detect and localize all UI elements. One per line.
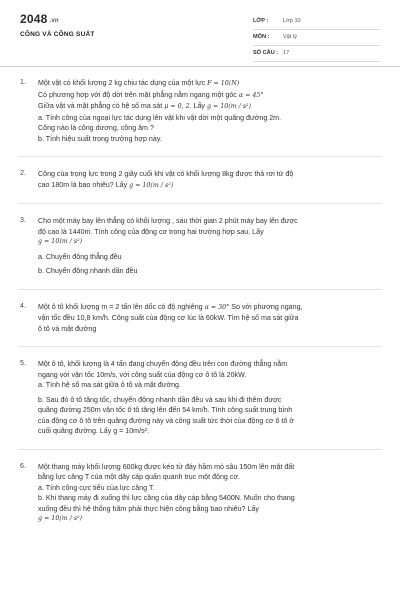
question-2 (0, 169, 400, 191)
question-text-line: vận tốc đều 10,8 km/h. Công suất của động cơ lúc là 60kW. Tìm hệ số ma sát giữa (38, 314, 299, 322)
formula: g = 10(m / s²) (38, 238, 83, 245)
sub-question-b: b. Chuyển động nhanh dần đều (38, 267, 138, 275)
formula: g = 10(m / s²) (129, 181, 174, 189)
question-text-line: Cho một máy bay lên thẳng có khối lượng , sau thời gian 2 phút máy bay lên được (38, 217, 298, 225)
meta-value-subject: Vật lý (283, 34, 297, 40)
question-6 (0, 462, 400, 525)
question-text-line: bằng lực căng T của một dây cáp quấn quanh trục một động cơ. (38, 473, 240, 481)
meta-key-count: SỐ CÂU : (253, 50, 279, 56)
text: Một ô tô khối lượng m = 2 tấn lên dốc có độ nghiêng (38, 302, 205, 311)
meta-row-subject (253, 30, 381, 46)
question-1 (0, 78, 400, 144)
question-number: 3. (20, 217, 26, 224)
question-3 (0, 216, 400, 277)
question-text-line (38, 90, 382, 102)
formula: α = 45° (238, 91, 264, 99)
page-title: CÔNG VÀ CÔNG SUẤT (20, 31, 95, 38)
text: Có phương hợp với độ dời trên mặt phẳng nằm ngang một góc (38, 90, 239, 99)
formula: g = 10(m / s²) (206, 103, 252, 110)
meta-row-count (253, 46, 381, 62)
text: cao 180m là bao nhiêu? Lấy (38, 180, 130, 189)
question-text-line: Một thang máy khối lượng 600kg được kéo từ đáy hầm mỏ sâu 150m lên mặt đất (38, 462, 295, 471)
question-text-line: b. Tính hiệu suất trong trường hợp này. (38, 134, 162, 143)
formula: g = 10(m / s²) (38, 515, 83, 522)
formula: α = 30° (204, 303, 230, 311)
logo-suffix: .vn (49, 18, 59, 24)
question-text-line: a. Tính hệ số ma sát giữa ô tô và mặt đường. (38, 381, 181, 389)
site-logo[interactable] (20, 12, 59, 26)
question-5 (0, 359, 400, 437)
question-text-line: ô tô và mặt đường (38, 324, 97, 333)
formula: μ = 0, 2 (164, 103, 190, 110)
question-divider (18, 449, 382, 450)
question-number: 2. (20, 170, 26, 177)
meta-key-subject: MÔN : (253, 34, 270, 40)
question-text-line: cuối quãng đường. Lấy g = 10m/s². (38, 427, 149, 435)
sub-question-a: a. Chuyển động thẳng đều (38, 252, 122, 261)
question-text-line: a. Tính công cực tiểu của lực căng T. (38, 483, 155, 492)
question-text-line: của động cơ ô tô trên quãng đường này và công suất tức thời của động cơ ô tô ở (38, 416, 294, 425)
question-4 (0, 302, 400, 335)
question-text-line: Một ô tô, khối lượng là 4 tấn đang chuyển động đều trên con đường thẳng nằm (38, 360, 288, 368)
question-text-line: b. Sau đó ô tô tăng tốc, chuyển động nhanh dần đều và sau khi đi thêm được (38, 395, 282, 404)
text: Một vật có khối lượng 2 kg chịu tác dụng của một lực (38, 79, 208, 87)
question-divider (18, 289, 382, 290)
meta-key-class: LỚP : (253, 18, 269, 24)
question-number: 6. (20, 462, 26, 470)
logo-text: 2048 (20, 12, 48, 26)
question-divider (18, 346, 382, 347)
question-text-line (38, 78, 382, 90)
question-divider (18, 203, 382, 204)
question-text-line: a. Tính công của ngoại lực tác dụng lên vật khi vật dời một quãng đường 2m. (38, 113, 282, 122)
question-text-line: độ cao là 1440m. Tính công của động cơ trong hai trường hợp sau. Lấy (38, 227, 264, 236)
question-text-line (38, 302, 382, 314)
formula: F = 10(N) (207, 80, 240, 87)
text: So với phương ngang, (229, 302, 303, 311)
text: . Lấy (189, 102, 207, 110)
question-number: 1. (20, 79, 26, 86)
question-divider (18, 156, 382, 157)
question-text-line: quãng đường 250m vận tốc ô tô tăng lên đến 54 km/h. Tính công suất trung bình (38, 406, 293, 414)
question-text-line (38, 180, 382, 192)
question-text-line (38, 101, 382, 113)
question-text-line: ngang với vận tốc 10m/s, với công suất của động cơ ô tô là 20kW. (38, 370, 247, 379)
text: Giữa vật và mặt phẳng có hệ số ma sát (38, 102, 165, 110)
question-number: 5. (20, 360, 26, 367)
header (0, 0, 400, 62)
question-number: 4. (20, 302, 26, 310)
meta-value-class: Lớp 10 (283, 18, 301, 24)
question-text-line: xuống đều thì hệ thống hãm phải thực hiện công bằng bao nhiêu? Lấy (38, 504, 259, 513)
meta-value-count: 17 (283, 50, 290, 56)
question-text-line: Công nào là công dương, công âm ? (38, 124, 154, 132)
question-text-line: b. Khi thang máy đi xuống thì lực căng của dây cáp bằng 5400N. Muốn cho thang (38, 494, 295, 502)
header-divider (0, 66, 400, 67)
question-text-line: Công của trọng lực trong 2 giây cuối khi vật có khối lượng 8kg được thả rơi từ độ (38, 170, 294, 178)
meta-box (253, 14, 381, 62)
question-list (0, 78, 400, 525)
meta-row-class (253, 14, 381, 30)
